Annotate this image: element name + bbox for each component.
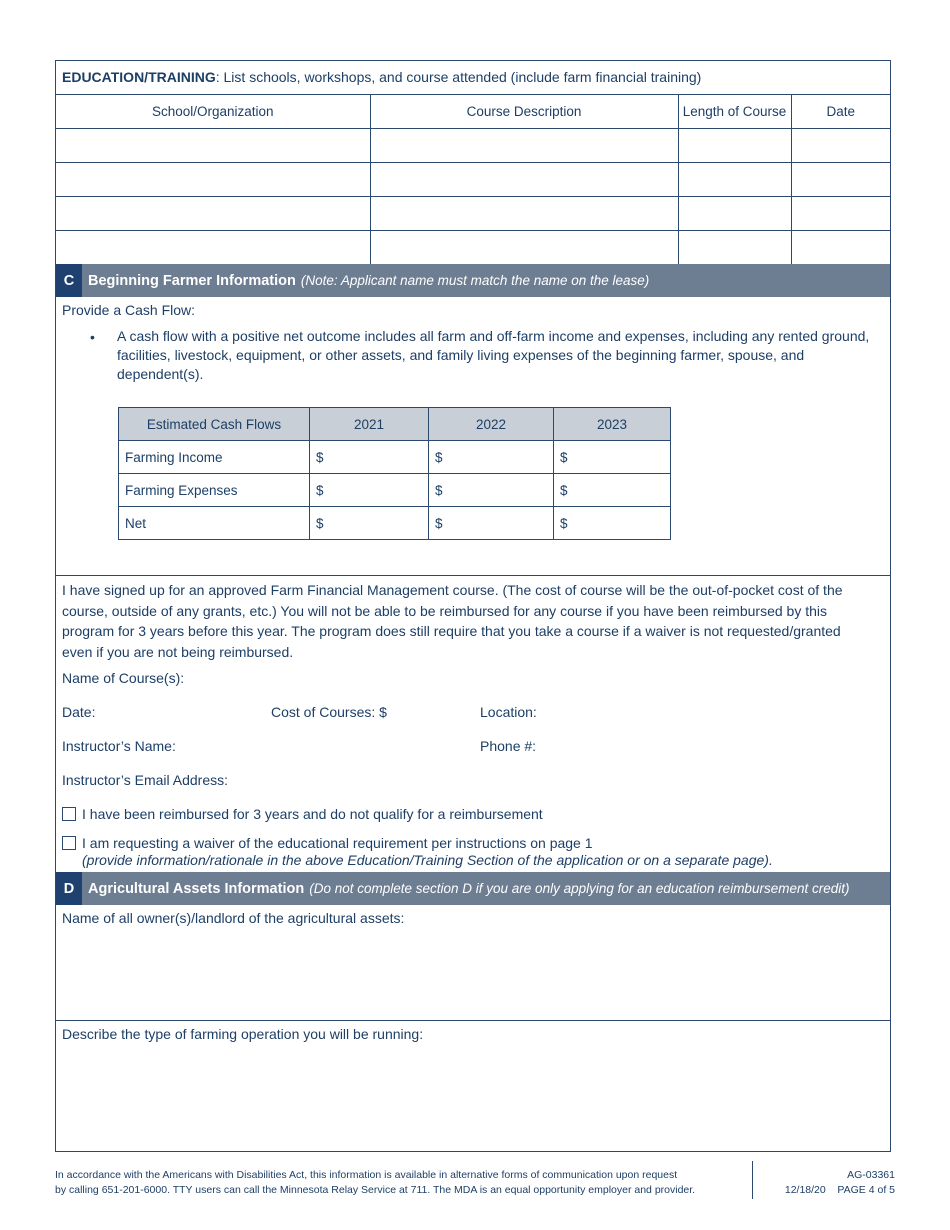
education-cell[interactable] — [678, 231, 791, 265]
table-row — [56, 231, 890, 265]
course-paragraph: I have signed up for an approved Farm Financial Management course. (The cost of course will be the out-of-pocket cost of the course, outside of any grants, etc.) You will not be able to be reimbursed for any course if you have been reimbursed by this program for 3 years before this year. The program does still require that you take a course if a waiver is not requested/granted even if you are not being reimbursed. — [62, 582, 843, 660]
row-label-net: Net — [119, 507, 310, 540]
course-date-label: Date: — [62, 704, 96, 720]
owner-label: Name of all owner(s)/landlord of the agricultural assets: — [62, 910, 405, 926]
form-id: AG-03361 — [847, 1169, 895, 1181]
bullet-icon: • — [90, 329, 95, 345]
cash-flow-bullet-text: A cash flow with a positive net outcome includes all farm and off-farm income and expenses, including any rented ground, facilities, livestock, equipment, or other assets, and family living expenses of the beginning farmer, spouse, and dependent(s). — [117, 328, 870, 382]
education-cell[interactable] — [370, 129, 678, 163]
ada-notice — [55, 1168, 745, 1198]
table-row — [119, 474, 671, 507]
col-date: Date — [791, 95, 890, 129]
cash-flow-table — [118, 407, 671, 540]
instructor-email-label: Instructor’s Email Address: — [62, 772, 228, 788]
application-form — [55, 60, 891, 1152]
table-row — [56, 129, 890, 163]
form-date-page — [785, 1183, 895, 1198]
waiver-checkbox-label: I am requesting a waiver of the educational requirement per instructions on page 1 — [82, 835, 593, 851]
table-row — [119, 441, 671, 474]
cash-cell[interactable]: $ — [554, 441, 671, 474]
cash-cell[interactable]: $ — [429, 507, 554, 540]
education-cell[interactable] — [370, 163, 678, 197]
table-row — [56, 197, 890, 231]
ada-notice-line-2: by calling 651-201-6000. TTY users can call the Minnesota Relay Service at 711. The MDA is an equal opportunity employer and provider. — [55, 1184, 696, 1196]
form-date: 12/18/20 — [784, 1184, 826, 1196]
section-d-letter: D — [56, 872, 82, 905]
education-header-row — [56, 95, 890, 129]
reimbursed-option[interactable] — [62, 806, 543, 822]
col-school: School/Organization — [56, 95, 370, 129]
col-2023: 2023 — [554, 408, 671, 441]
cash-flow-label: Provide a Cash Flow: — [62, 302, 196, 318]
page-footer — [55, 1161, 895, 1199]
col-2022: 2022 — [429, 408, 554, 441]
education-cell[interactable] — [56, 163, 370, 197]
course-name-label: Name of Course(s): — [62, 670, 185, 686]
section-d-header — [56, 872, 890, 905]
row-label-farming-income: Farming Income — [119, 441, 310, 474]
section-d-title: Agricultural Assets Information — [88, 880, 305, 897]
table-row — [119, 507, 671, 540]
col-2021: 2021 — [310, 408, 429, 441]
cash-cell[interactable]: $ — [310, 441, 429, 474]
education-cell[interactable] — [56, 231, 370, 265]
col-estimated-cash-flows: Estimated Cash Flows — [119, 408, 310, 441]
farming-operation-label: Describe the type of farming operation you will be running: — [62, 1026, 424, 1042]
farming-operation-field[interactable] — [56, 1021, 890, 1151]
waiver-note: (provide information/rationale in the above Education/Training Section of the application or on a separate page). — [82, 852, 773, 868]
cash-cell[interactable]: $ — [429, 441, 554, 474]
reimbursed-checkbox[interactable] — [62, 807, 76, 821]
section-c-letter: C — [56, 264, 82, 297]
education-cell[interactable] — [370, 231, 678, 265]
education-cell[interactable] — [791, 163, 890, 197]
page-number: PAGE 4 of 5 — [837, 1184, 895, 1196]
education-cell[interactable] — [56, 197, 370, 231]
education-heading — [56, 61, 890, 95]
waiver-option[interactable] — [62, 835, 593, 851]
cash-cell[interactable]: $ — [429, 474, 554, 507]
col-length: Length of Course — [678, 95, 791, 129]
education-cell[interactable] — [791, 129, 890, 163]
education-cell[interactable] — [678, 129, 791, 163]
cash-cell[interactable]: $ — [554, 507, 671, 540]
education-cell[interactable] — [678, 197, 791, 231]
reimbursed-checkbox-label: I have been reimbursed for 3 years and do not qualify for a reimbursement — [82, 806, 543, 822]
cash-cell[interactable]: $ — [554, 474, 671, 507]
education-cell[interactable] — [678, 163, 791, 197]
col-course-description: Course Description — [370, 95, 678, 129]
waiver-checkbox[interactable] — [62, 836, 76, 850]
education-table — [56, 95, 890, 264]
cash-cell[interactable]: $ — [310, 507, 429, 540]
instructor-name-label: Instructor’s Name: — [62, 738, 176, 754]
education-cell[interactable] — [791, 197, 890, 231]
course-section — [56, 576, 890, 872]
table-row — [56, 163, 890, 197]
course-cost-label: Cost of Courses: $ — [271, 704, 387, 720]
section-d-note: (Do not complete section D if you are only applying for an education reimbursement credit) — [309, 881, 850, 896]
cash-cell[interactable]: $ — [310, 474, 429, 507]
education-heading-text: : List schools, workshops, and course attended (include farm financial training) — [215, 69, 702, 85]
education-cell[interactable] — [791, 231, 890, 265]
instructor-phone-label: Phone #: — [480, 738, 537, 754]
form-meta — [785, 1168, 895, 1198]
section-c-body — [56, 297, 890, 576]
section-c-header — [56, 264, 890, 297]
section-c-note: (Note: Applicant name must match the name on the lease) — [300, 273, 650, 288]
row-label-farming-expenses: Farming Expenses — [119, 474, 310, 507]
owner-field[interactable] — [56, 905, 890, 1021]
education-cell[interactable] — [56, 129, 370, 163]
education-cell[interactable] — [370, 197, 678, 231]
footer-divider — [752, 1161, 753, 1199]
section-c-title: Beginning Farmer Information — [88, 272, 296, 289]
course-location-label: Location: — [480, 704, 537, 720]
education-heading-bold: EDUCATION/TRAINING — [62, 69, 216, 85]
ada-notice-line-1: In accordance with the Americans with Disabilities Act, this information is available in alternative forms of communication upon request — [55, 1169, 678, 1181]
cash-flow-header-row — [119, 408, 671, 441]
